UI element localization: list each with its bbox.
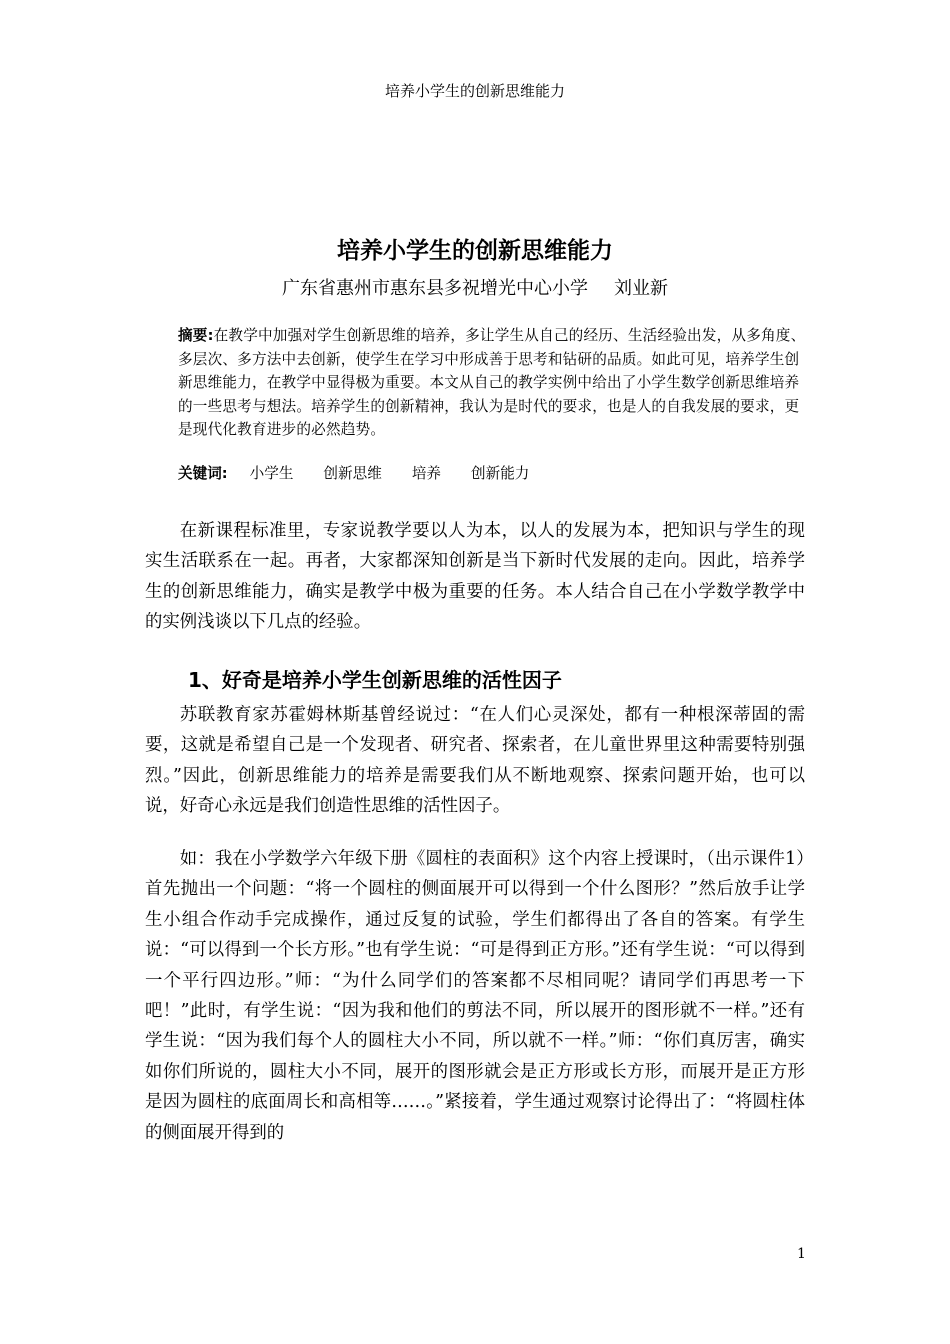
- intro-paragraph-block: [145, 516, 805, 638]
- section1-paragraph-2: 如：我在小学数学六年级下册《圆柱的表面积》这个内容上授课时，（出示课件1）首先抛出一个问题：“将一个圆柱的侧面展开可以得到一个什么图形？”然后放手让学生小组合作动手完成操作，通过反复的试验，学生们都得出了各自的答案。有学生说：“可以得到一个长方形。”也有学生说：“可是得到正方形。”还有学生说：“可以得到一个平行四边形。”师：“为什么同学们的答案都不尽相同呢？请同学们再思考一下吧！”此时，有学生说：“因为我和他们的剪法不同，所以展开的图形就不一样。”还有学生说：“因为我们每个人的圆柱大小不同，所以就不一样。”师：“你们真厉害，确实如你们所说的，圆柱大小不同，展开的图形就会是正方形或长方形，而展开是正方形是因为圆柱的底面周长和高相等……。”紧接着，学生通过观察讨论得出了：“将圆柱体的侧面展开得到的: [145, 849, 805, 1143]
- article-title: 培养小学生的创新思维能力: [337, 238, 613, 264]
- page-number: 1: [797, 1246, 806, 1262]
- abstract-text: 在教学中加强对学生创新思维的培养，多让学生从自己的经历、生活经验出发，从多角度、多层次、多方法中去创新，使学生在学习中形成善于思考和钻研的品质。如此可见，培养学生创新思维能力，在教学中显得极为重要。本文从自己的教学实例中给出了小学生数学创新思维培养的一些思考与想法。培养学生的创新精神，我认为是时代的要求，也是人的自我发展的要求，更是现代化教育进步的必然趋势。: [178, 327, 806, 439]
- author-name: 刘业新: [614, 278, 668, 299]
- keyword: 培养: [411, 465, 442, 482]
- running-header: 培养小学生的创新思维能力: [384, 82, 565, 100]
- keyword: 小学生: [249, 465, 294, 482]
- intro-paragraph: 在新课程标准里，专家说教学要以人为本，以人的发展为本，把知识与学生的现实生活联系在一起。再者，大家都深知创新是当下新时代发展的走向。因此，培养学生的创新思维能力，确实是教学中极为重要的任务。本人结合自己在小学数学教学中的实例浅谈以下几点的经验。: [145, 521, 805, 633]
- affiliation: 广东省惠州市惠东县多祝增光中心小学: [282, 278, 588, 299]
- author-line: [0, 274, 950, 300]
- keyword: 创新能力: [471, 465, 530, 482]
- section1-paragraph-1: 苏联教育家苏霍姆林斯基曾经说过：“在人们心灵深处，都有一种根深蒂固的需要，这就是希望自己是一个发现者、研究者、探索者，在儿童世界里这种需要特别强烈。”因此，创新思维能力的培养是需要我们从不断地观察、探索问题开始，也可以说，好奇心永远是我们创造性思维的活性因子。: [145, 705, 805, 817]
- section1-paragraph-block: [145, 700, 805, 822]
- keywords-label: 关键词:: [178, 465, 228, 482]
- section1-paragraph-block-2: [145, 844, 805, 1148]
- keyword: 创新思维: [323, 465, 382, 482]
- abstract: [178, 324, 806, 442]
- keywords: [178, 462, 806, 485]
- section-heading: 1、好奇是培养小学生创新思维的活性因子: [188, 668, 562, 692]
- abstract-label: 摘要:: [178, 327, 214, 344]
